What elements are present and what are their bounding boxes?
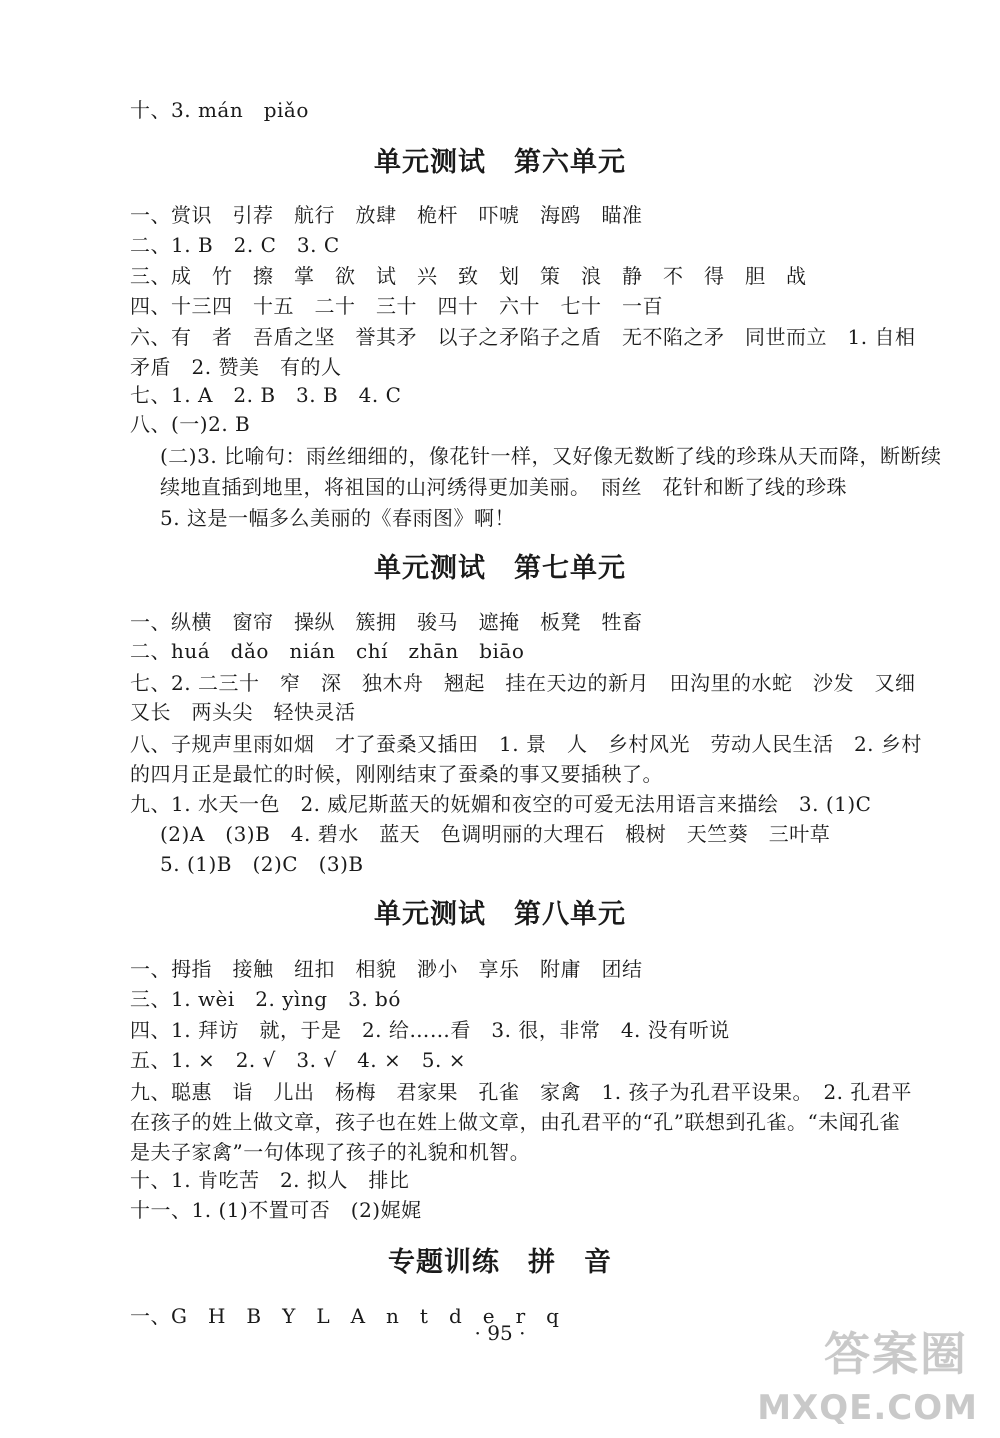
answer-line: 三、成 竹 擦 掌 欲 试 兴 致 划 策 浪 静 不 得 胆 战 — [130, 264, 807, 288]
answer-line: 四、十三四 十五 二十 三十 四十 六十 七十 一百 — [130, 294, 663, 318]
section-heading: 单元测试 第七单元 — [374, 553, 626, 584]
page-number: · 95 · — [474, 1321, 526, 1345]
answer-line: (二)3. 比喻句：雨丝细细的，像花针一样，又好像无数断了线的珍珠从天而降，断断续 — [160, 444, 942, 468]
answer-line: 是夫子家禽”一句体现了孩子的礼貌和机智。 — [130, 1140, 531, 1164]
answer-line: 在孩子的姓上做文章，孩子也在姓上做文章，由孔君平的“孔”联想到孔雀。“未闻孔雀 — [130, 1110, 901, 1134]
answer-line: 一、赏识 引荐 航行 放肆 桅杆 吓唬 海鸥 瞄准 — [130, 203, 643, 227]
section-heading: 专题训练 拼 音 — [388, 1247, 612, 1278]
answer-line: 五、1. × 2. √ 3. √ 4. × 5. × — [130, 1048, 466, 1072]
answer-line: 十、3. mán piǎo — [130, 98, 309, 122]
watermark — [742, 1314, 982, 1432]
answer-line: 六、有 者 吾盾之坚 誉其矛 以子之矛陷子之盾 无不陷之矛 同世而立 1. 自相 — [130, 325, 916, 349]
answer-line: 一、纵横 窗帘 操纵 簇拥 骏马 遮掩 板凳 牲畜 — [130, 610, 643, 634]
answer-line: 二、huá dǎo nián chí zhān biāo — [130, 639, 525, 663]
answer-line: 四、1. 拜访 就，于是 2. 给……看 3. 很，非常 4. 没有听说 — [130, 1018, 730, 1042]
answer-line: 九、1. 水天一色 2. 威尼斯蓝天的妩媚和夜空的可爱无法用语言来描绘 3. (1)C — [130, 792, 872, 816]
answer-line: 又长 两头尖 轻快灵活 — [130, 700, 356, 724]
answer-line: 九、聪惠 诣 儿出 杨梅 君家果 孔雀 家禽 1. 孩子为孔君平设果。 2. 孔君平 — [130, 1080, 912, 1104]
section-heading: 单元测试 第八单元 — [374, 899, 626, 930]
answer-line: 矛盾 2. 赞美 有的人 — [130, 355, 342, 379]
answer-line: 三、1. wèi 2. yìng 3. bó — [130, 987, 401, 1011]
section-heading: 单元测试 第六单元 — [374, 147, 626, 178]
answer-line: 八、(一)2. B — [130, 412, 251, 436]
answer-line: 七、1. A 2. B 3. B 4. C — [130, 383, 402, 407]
answer-line: 十、1. 肯吃苦 2. 拟人 排比 — [130, 1168, 410, 1192]
answer-line: 续地直插到地里，将祖国的山河绣得更加美丽。 雨丝 花针和断了线的珍珠 — [160, 475, 847, 499]
answer-line: 一、拇指 接触 纽扣 相貌 渺小 享乐 附庸 团结 — [130, 957, 643, 981]
watermark-site-text: MXQE.COM — [757, 1388, 978, 1428]
answer-line: 5. 这是一幅多么美丽的《春雨图》啊！ — [160, 506, 515, 530]
answer-line: 七、2. 二三十 窄 深 独木舟 翘起 挂在天边的新月 田沟里的水蛇 沙发 又细 — [130, 671, 916, 695]
answer-line: 八、子规声里雨如烟 才了蚕桑又插田 1. 景 人 乡村风光 劳动人民生活 2. 乡村 — [130, 732, 922, 756]
answer-line: 一、G H B Y L A n t d e r q — [130, 1304, 560, 1328]
answer-line: 5. (1)B (2)C (3)B — [160, 852, 364, 876]
answer-line: 的四月正是最忙的时候，刚刚结束了蚕桑的事又要插秧了。 — [130, 762, 663, 786]
answer-line: (2)A (3)B 4. 碧水 蓝天 色调明丽的大理石 椴树 天竺葵 三叶草 — [160, 822, 831, 846]
watermark-logo-text: 答案圈 — [824, 1327, 968, 1381]
answer-line: 十一、1. (1)不置可否 (2)娓娓 — [130, 1198, 422, 1222]
answer-line: 二、1. B 2. C 3. C — [130, 233, 340, 257]
